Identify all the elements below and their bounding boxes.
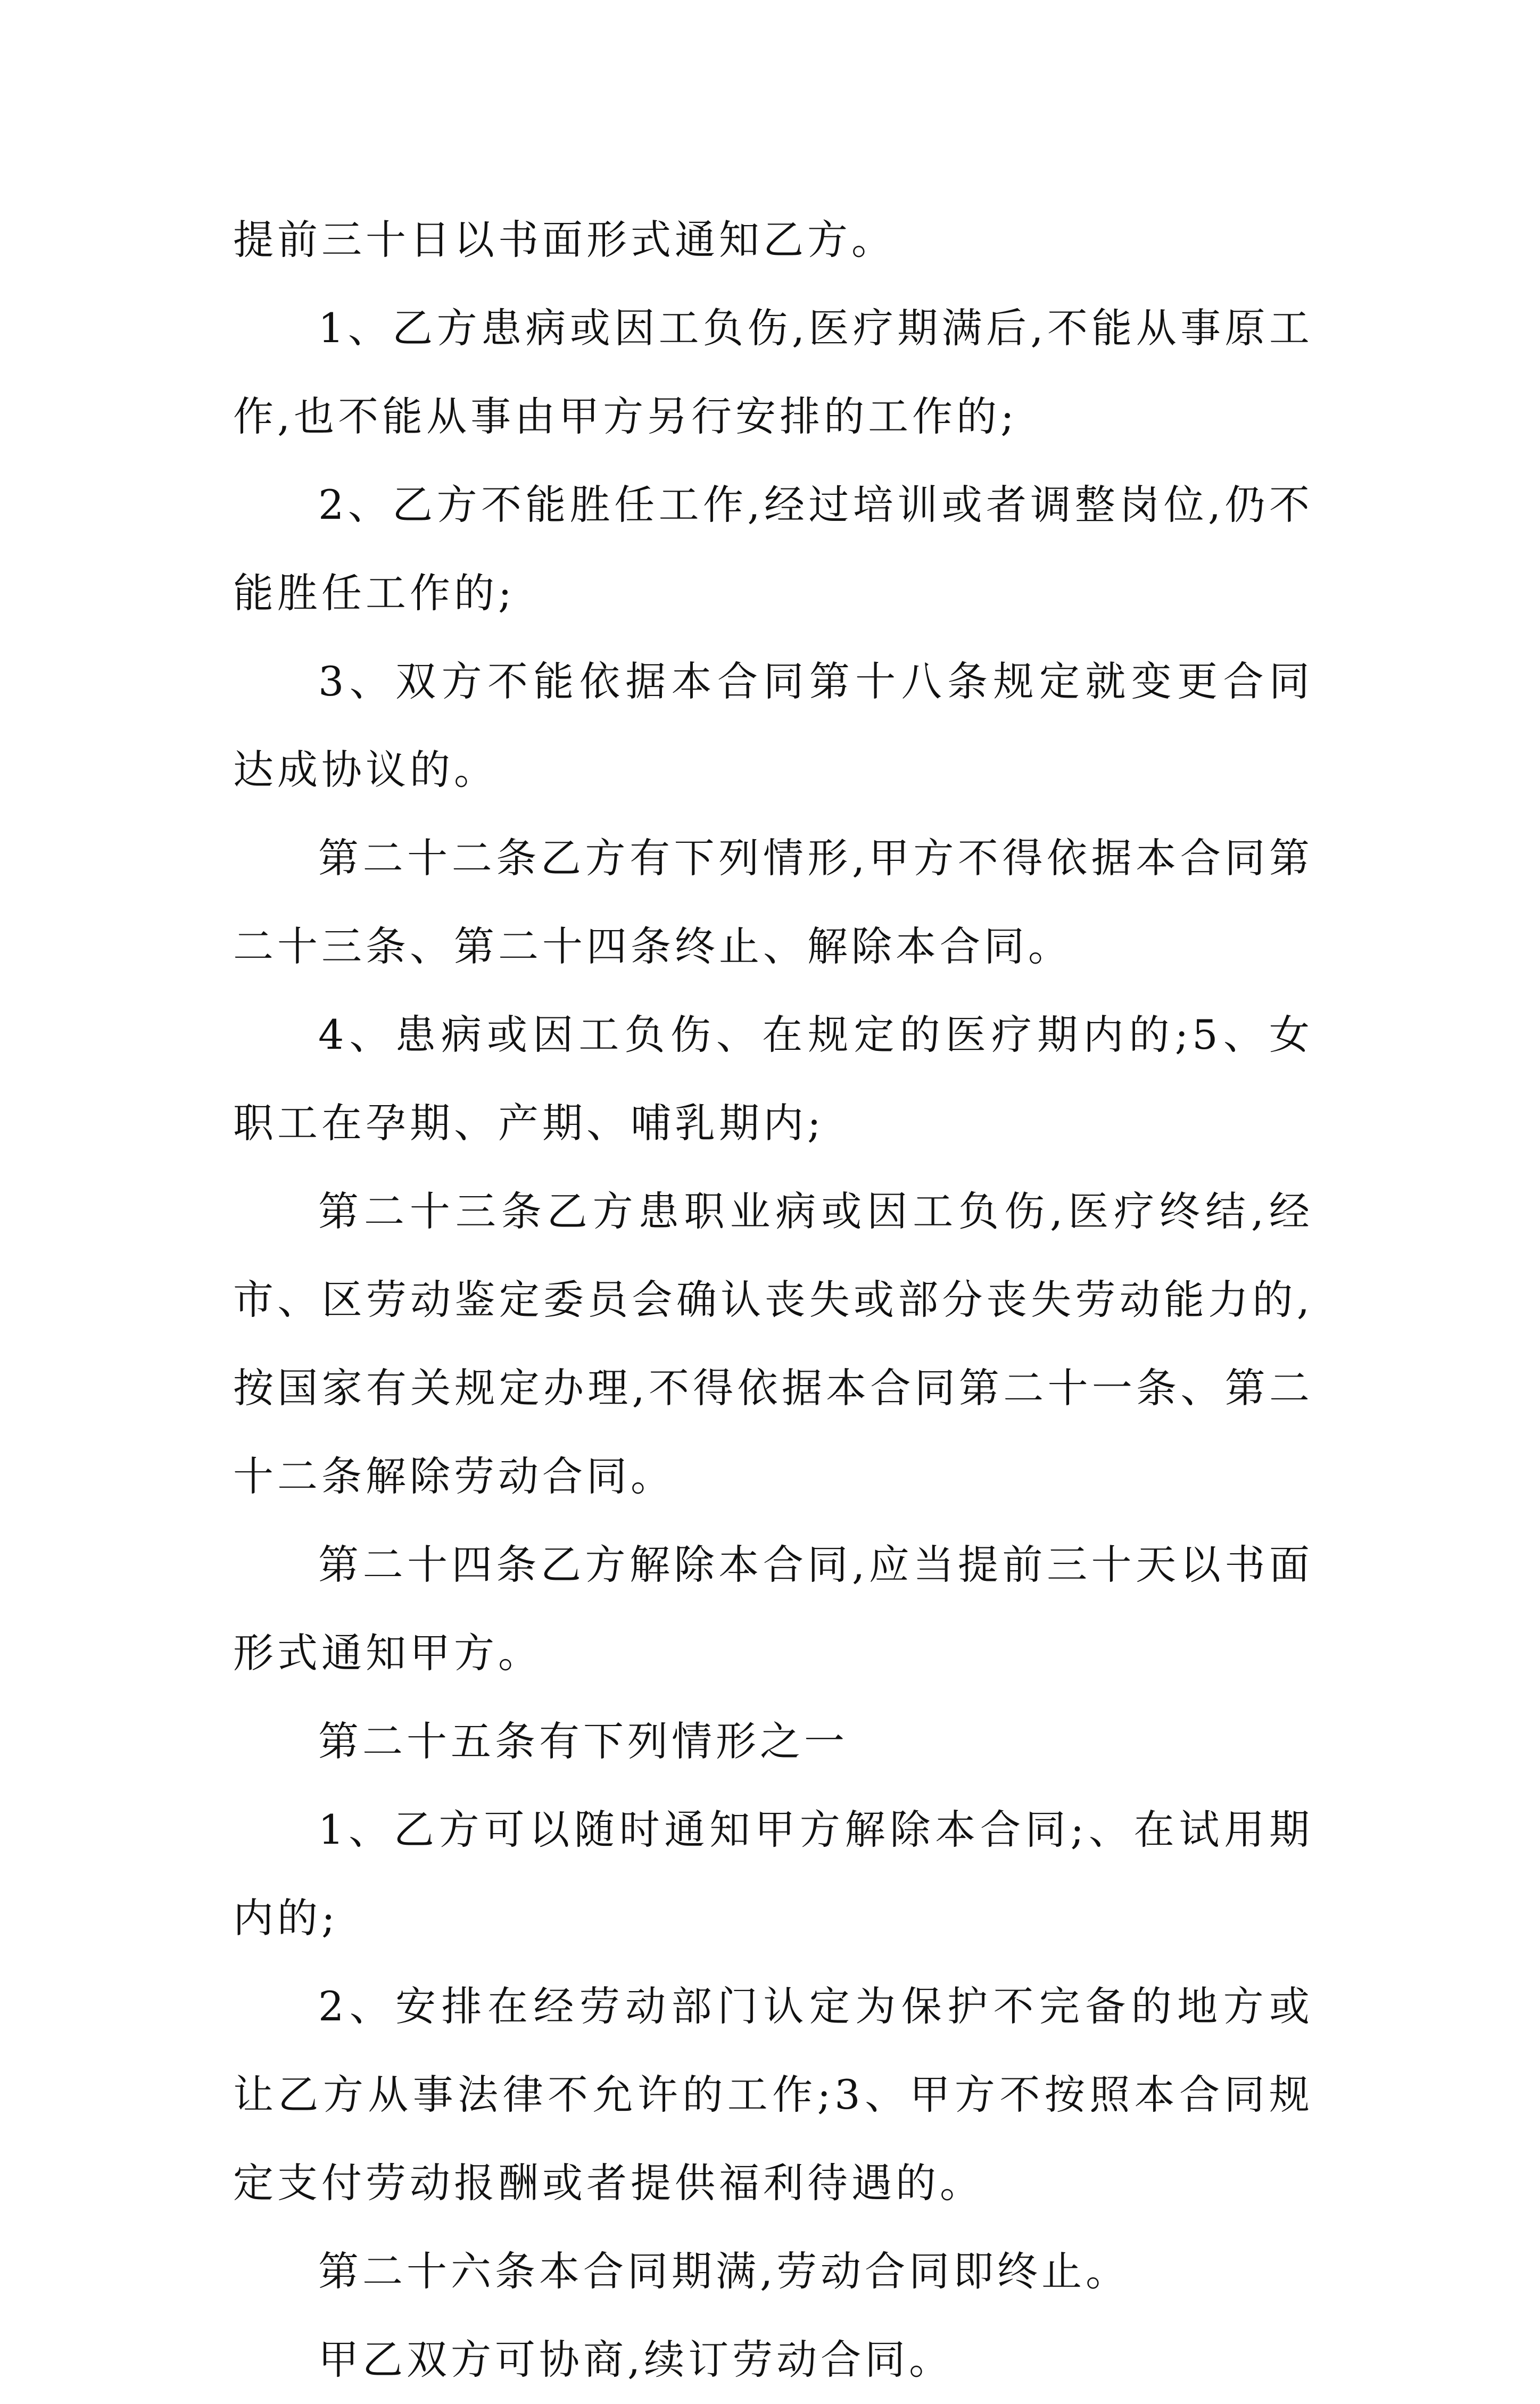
document-body (233, 196, 1313, 2404)
paragraph-article-26: 第二十六条本合同期满,劳动合同即终止。 (318, 2248, 1130, 2295)
paragraph-article-25: 第二十五条有下列情形之一 (318, 1718, 848, 1765)
paragraph-items-4-5: 4、患病或因工负伤、在规定的医疗期内的;5、女职工在孕期、产期、哺乳期内; (233, 1011, 1313, 1147)
paragraph-notice-30-days: 提前三十日以书面形式通知乙方。 (233, 216, 896, 263)
paragraph-article-24: 第二十四条乙方解除本合同,应当提前三十天以书面形式通知甲方。 (233, 1541, 1313, 1677)
paragraph-item-2-incompetent: 2、乙方不能胜任工作,经过培训或者调整岗位,仍不能胜任工作的; (233, 481, 1313, 617)
paragraph-article-22: 第二十二条乙方有下列情形,甲方不得依据本合同第二十三条、第二十四条终止、解除本合同。 (233, 834, 1313, 970)
paragraph-article-25-items-2-3: 2、安排在经劳动部门认定为保护不完备的地方或让乙方从事法律不允许的工作;3、甲方不按照本合同规定支付劳动报酬或者提供福利待遇的。 (233, 1983, 1313, 2207)
paragraph-item-3-no-agreement: 3、双方不能依据本合同第十八条规定就变更合同达成协议的。 (233, 658, 1313, 793)
paragraph-article-25-item-1: 1、乙方可以随时通知甲方解除本合同;、在试用期内的; (233, 1806, 1313, 1942)
paragraph-item-1-illness: 1、乙方患病或因工负伤,医疗期满后,不能从事原工作,也不能从事由甲方另行安排的工作的; (233, 304, 1313, 440)
paragraph-article-23: 第二十三条乙方患职业病或因工负伤,医疗终结,经市、区劳动鉴定委员会确认丧失或部分丧失劳动能力的,按国家有关规定办理,不得依据本合同第二十一条、第二十二条解除劳动合同。 (233, 1188, 1313, 1500)
paragraph-renewal: 甲乙双方可协商,续订劳动合同。 (318, 2336, 954, 2383)
